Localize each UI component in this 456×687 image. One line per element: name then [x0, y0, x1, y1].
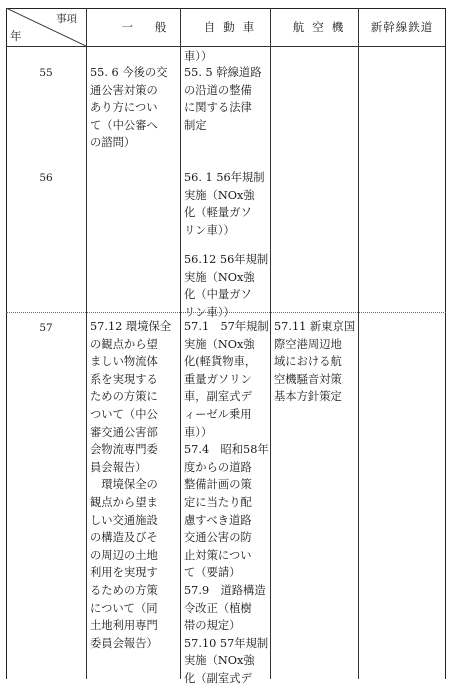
- general-57: 57.12 環境保全 の観点から望 ましい物流体 系を実現する ための方策に ついて（中公 審交通公害部 会物流専門委 員会報告） 環境保全の 観点から望ま しい交通施設 の構造及びそ の周辺の土地 利用を実現す るための方策 について（同 土地利用専門 委員会報告）: [90, 320, 172, 650]
- year-57: 57: [39, 322, 53, 334]
- corner-label-item: 事項: [56, 13, 77, 25]
- general-55: 55. 6 今後の交 通公害対策の あり方につい て（中公審へ の諮問）: [90, 66, 168, 150]
- car-56-dec: 56.12 56年規制 実施（NOx強 化（中量ガソ リン車））: [184, 253, 269, 319]
- year-55: 55: [39, 67, 53, 79]
- car-55: 55. 5 幹線道路 の沿道の整備 に関する法律 制定: [184, 66, 262, 132]
- header-shinkansen: 新幹線鉄道: [370, 20, 434, 34]
- header-general: 一般: [121, 20, 189, 34]
- header-divider: [6, 46, 446, 47]
- year-56: 56: [39, 172, 53, 184]
- column-divider: [86, 8, 87, 679]
- row-divider: [6, 312, 446, 313]
- header-air: 航空機: [292, 20, 352, 34]
- column-divider: [180, 8, 181, 679]
- car-57: 57.1 57年規制 実施（NOx強 化(軽貨物車， 重量ガソリン 車，副室式デ ィーゼル乗用 車）） 57.4 昭和58年 度からの道路 整備計画の策 定に当たり配 慮すべき道路 交通公害の防 止対策につい て（要請） 57.9 道路構造 令改正（植樹 帯の規定） 57.10 57年規制 実施（NOx強 化（副室式デ: [184, 320, 269, 685]
- car-continuation: 車））: [184, 50, 213, 63]
- header-car: 自動車: [203, 20, 263, 34]
- car-56-jan: 56. 1 56年規制 実施（NOx強 化（軽量ガソ リン車））: [184, 171, 265, 237]
- air-57: 57.11 新東京国 際空港周辺地 域における航 空機騒音対策 基本方針策定: [274, 320, 356, 404]
- column-divider: [358, 8, 359, 679]
- column-divider: [270, 8, 271, 679]
- corner-label-year: 年: [10, 29, 22, 43]
